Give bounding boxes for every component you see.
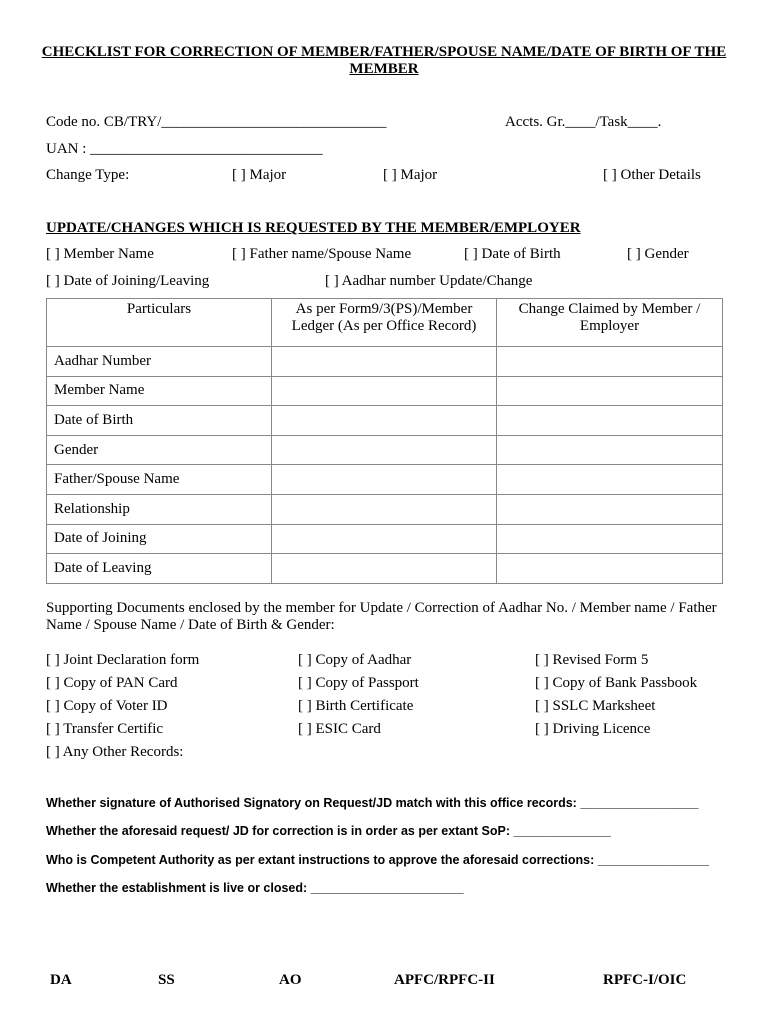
office-record-cell	[272, 554, 497, 584]
doc-sslc-marksheet: [ ] SSLC Marksheet	[535, 698, 656, 714]
signatory-ao: AO	[279, 972, 302, 988]
header-office-record: As per Form9/3(PS)/Member Ledger (As per Office Record)	[272, 299, 497, 347]
document-title: CHECKLIST FOR CORRECTION OF MEMBER/FATHER/SPOUSE NAME/DATE OF BIRTH OF THE MEMBER	[41, 44, 727, 77]
particulars-table	[46, 298, 723, 584]
change-claimed-cell	[497, 494, 723, 524]
option-date-of-birth: [ ] Date of Birth	[464, 246, 561, 262]
supporting-documents-text: Supporting Documents enclosed by the member for Update / Correction of Aadhar No. / Member name / Father Name / Spouse Name / Date of Birth & Gender:	[46, 600, 717, 633]
row-label-date-of-joining: Date of Joining	[47, 524, 272, 554]
row-label-date-of-leaving: Date of Leaving	[47, 554, 272, 584]
change-claimed-cell	[497, 435, 723, 465]
question-competent-authority: Who is Competent Authority as per extant instructions to approve the aforesaid corrections: ________________	[46, 853, 709, 867]
row-label-relationship: Relationship	[47, 494, 272, 524]
table-row	[47, 494, 723, 524]
office-record-cell	[272, 524, 497, 554]
change-option-other: [ ] Other Details	[603, 167, 701, 183]
office-record-cell	[272, 494, 497, 524]
doc-voter-id: [ ] Copy of Voter ID	[46, 698, 168, 714]
question-signature-match: Whether signature of Authorised Signatory on Request/JD match with this office records: _________________	[46, 796, 699, 810]
change-option-major-2: [ ] Major	[383, 167, 438, 183]
office-record-cell	[272, 465, 497, 495]
option-gender: [ ] Gender	[627, 246, 689, 262]
option-aadhar-update: [ ] Aadhar number Update/Change	[325, 273, 533, 289]
table-row	[47, 376, 723, 406]
doc-driving-licence: [ ] Driving Licence	[535, 721, 651, 737]
row-label-date-of-birth: Date of Birth	[47, 406, 272, 436]
update-section-heading: UPDATE/CHANGES WHICH IS REQUESTED BY THE MEMBER/EMPLOYER	[46, 220, 581, 236]
code-no-field: Code no. CB/TRY/______________________________	[46, 114, 387, 130]
signatory-apfc-rpfc-ii: APFC/RPFC-II	[394, 972, 495, 988]
doc-passport: [ ] Copy of Passport	[298, 675, 419, 691]
accts-field: Accts. Gr.____/Task____.	[505, 114, 662, 130]
question-request-in-order: Whether the aforesaid request/ JD for correction is in order as per extant SoP: ______________	[46, 824, 611, 838]
option-member-name: [ ] Member Name	[46, 246, 154, 262]
table-row	[47, 465, 723, 495]
option-date-of-joining-leaving: [ ] Date of Joining/Leaving	[46, 273, 210, 289]
change-claimed-cell	[497, 347, 723, 377]
table-row	[47, 524, 723, 554]
row-label-father-spouse-name: Father/Spouse Name	[47, 465, 272, 495]
doc-any-other-records: [ ] Any Other Records:	[46, 744, 184, 760]
doc-revised-form-5: [ ] Revised Form 5	[535, 652, 649, 668]
signatory-rpfc-i-oic: RPFC-I/OIC	[603, 972, 687, 988]
signatory-ss: SS	[158, 972, 175, 988]
question-establishment-status: Whether the establishment is live or closed: ______________________	[46, 881, 464, 895]
office-record-cell	[272, 406, 497, 436]
change-claimed-cell	[497, 554, 723, 584]
change-claimed-cell	[497, 376, 723, 406]
change-claimed-cell	[497, 465, 723, 495]
doc-joint-declaration: [ ] Joint Declaration form	[46, 652, 200, 668]
table-row	[47, 554, 723, 584]
row-label-member-name: Member Name	[47, 376, 272, 406]
change-option-major-1: [ ] Major	[232, 167, 287, 183]
row-label-gender: Gender	[47, 435, 272, 465]
doc-transfer-certific: [ ] Transfer Certific	[46, 721, 164, 737]
change-type-label: Change Type:	[46, 167, 130, 183]
table-header-row	[47, 299, 723, 347]
option-father-spouse-name: [ ] Father name/Spouse Name	[232, 246, 412, 262]
row-label-aadhar-number: Aadhar Number	[47, 347, 272, 377]
office-record-cell	[272, 347, 497, 377]
table-row	[47, 435, 723, 465]
header-particulars: Particulars	[47, 299, 272, 347]
header-change-claimed: Change Claimed by Member / Employer	[497, 299, 723, 347]
doc-esic-card: [ ] ESIC Card	[298, 721, 381, 737]
office-record-cell	[272, 435, 497, 465]
change-claimed-cell	[497, 524, 723, 554]
doc-birth-certificate: [ ] Birth Certificate	[298, 698, 414, 714]
change-claimed-cell	[497, 406, 723, 436]
doc-bank-passbook: [ ] Copy of Bank Passbook	[535, 675, 698, 691]
uan-field: UAN : _______________________________	[46, 141, 323, 157]
signatory-da: DA	[50, 972, 72, 988]
doc-pan-card: [ ] Copy of PAN Card	[46, 675, 178, 691]
table-row	[47, 406, 723, 436]
doc-aadhar: [ ] Copy of Aadhar	[298, 652, 412, 668]
table-row	[47, 347, 723, 377]
office-record-cell	[272, 376, 497, 406]
